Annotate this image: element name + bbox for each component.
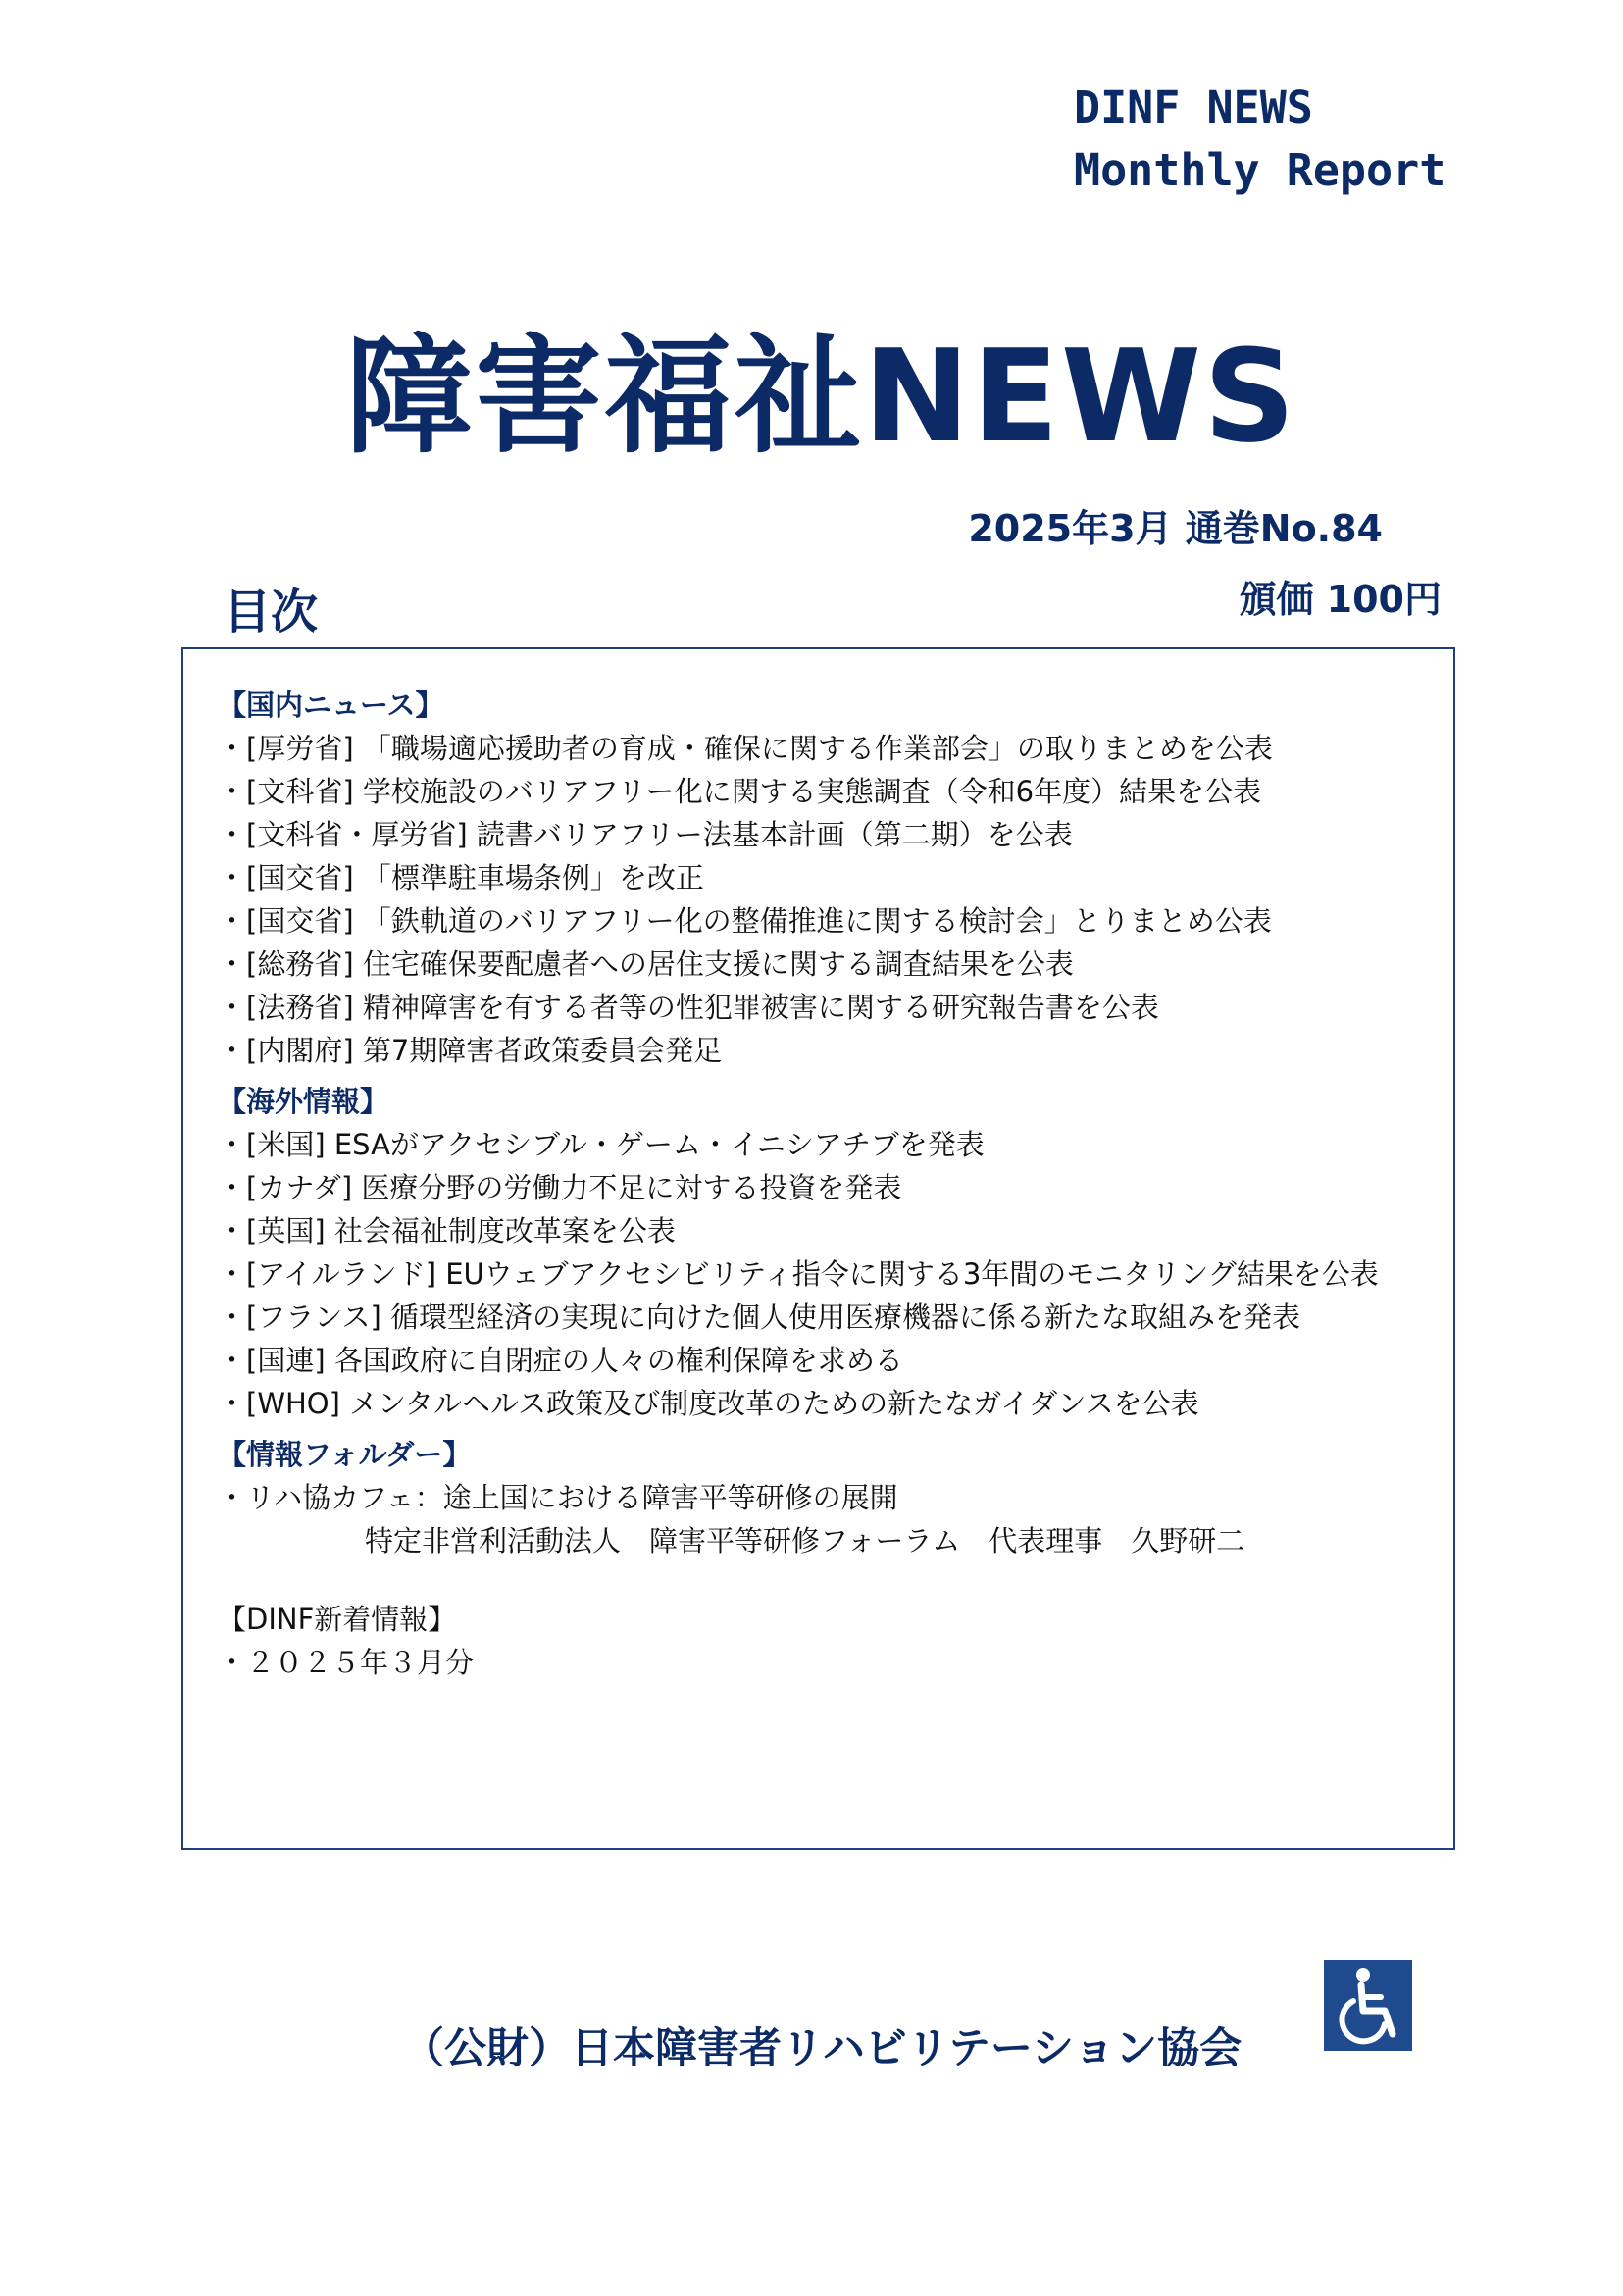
toc-item: ・[国交省] 「鉄軌道のバリアフリー化の整備推進に関する検討会」とりまとめ公表 <box>218 904 1272 938</box>
publication-title: 障害福祉NEWS <box>345 322 1297 471</box>
toc-item: ・[米国] ESAがアクセシブル・ゲーム・イニシアチブを発表 <box>218 1128 985 1161</box>
issue-info: 2025年3月 通巻No.84 <box>968 507 1383 550</box>
toc-item: ・リハ協カフェ：途上国における障害平等研修の展開 <box>218 1481 898 1514</box>
english-header <box>1074 77 1445 202</box>
toc-item: ・２０２５年３月分 <box>218 1646 475 1679</box>
header-line-dinf-news: DINF NEWS <box>1074 81 1313 133</box>
section-overseas-info-title: 【海外情報】 <box>218 1085 389 1118</box>
toc-item: ・[内閣府] 第7期障害者政策委員会発足 <box>218 1034 723 1067</box>
toc-item: ・[国交省] 「標準駐車場条例」を改正 <box>218 861 704 894</box>
price-info: 頒価 100円 <box>1239 578 1442 621</box>
table-of-contents-box <box>181 647 1455 1850</box>
toc-item: ・[法務省] 精神障害を有する者等の性犯罪被害に関する研究報告書を公表 <box>218 991 1159 1024</box>
toc-item: ・[文科省] 学校施設のバリアフリー化に関する実態調査（令和6年度）結果を公表 <box>218 775 1262 808</box>
toc-item: ・[総務省] 住宅確保要配慮者への居住支援に関する調査結果を公表 <box>218 947 1074 981</box>
toc-item: ・[国連] 各国政府に自閉症の人々の権利保障を求める <box>218 1344 903 1377</box>
organization-name: （公財）日本障害者リハビリテーション協会 <box>402 2024 1243 2073</box>
header-line-monthly-report: Monthly Report <box>1074 144 1446 196</box>
toc-item: ・[厚労省] 「職場適応援助者の育成・確保に関する作業部会」の取りまとめを公表 <box>218 732 1273 765</box>
wheelchair-accessibility-icon <box>1324 1960 1412 2051</box>
section-domestic-news-title: 【国内ニュース】 <box>218 689 444 722</box>
toc-item: ・[フランス] 循環型経済の実現に向けた個人使用医療機器に係る新たな取組みを発表 <box>218 1301 1300 1334</box>
section-info-folder-title: 【情報フォルダー】 <box>218 1438 472 1471</box>
toc-item: ・[アイルランド] EUウェブアクセシビリティ指令に関する3年間のモニタリング結果を公表 <box>218 1257 1379 1291</box>
toc-item: ・[英国] 社会福祉制度改革案を公表 <box>218 1214 676 1248</box>
toc-item: ・[文科省・厚労省] 読書バリアフリー法基本計画（第二期）を公表 <box>218 818 1073 851</box>
toc-item-author: 特定非営利活動法人 障害平等研修フォーラム 代表理事 久野研二 <box>365 1524 1245 1557</box>
section-spacer <box>218 1562 1434 1590</box>
toc-list <box>218 684 1434 1684</box>
section-dinf-new-info-title: 【DINF新着情報】 <box>218 1603 457 1636</box>
toc-item: ・[WHO] メンタルヘルス政策及び制度改革のための新たなガイダンスを公表 <box>218 1387 1199 1420</box>
toc-heading: 目次 <box>224 585 319 639</box>
toc-item: ・[カナダ] 医療分野の労働力不足に対する投資を発表 <box>218 1171 902 1204</box>
